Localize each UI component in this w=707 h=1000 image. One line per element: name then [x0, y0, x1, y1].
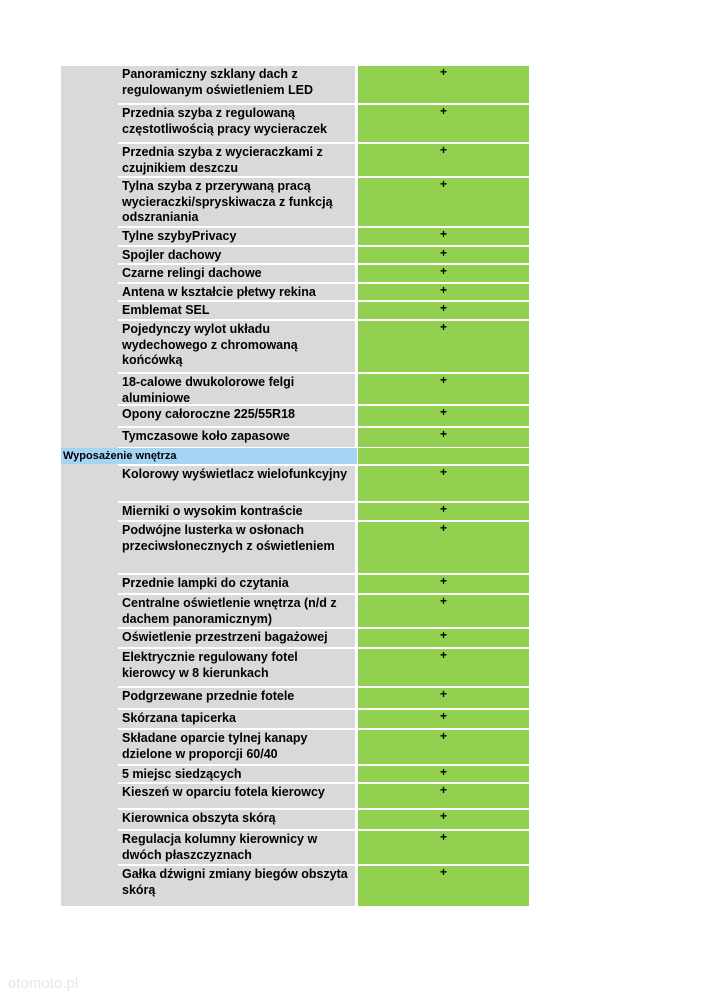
feature-label: Składane oparcie tylnej kanapy dzielone w proporcji 60/40: [118, 730, 355, 764]
feature-label: Kolorowy wyświetlacz wielofunkcyjny: [118, 466, 355, 501]
section-header-interior: Wyposażenie wnętrza: [61, 448, 357, 464]
feature-value: +: [358, 522, 529, 573]
feature-value: +: [358, 866, 529, 906]
table-row: [118, 228, 529, 245]
feature-value: +: [358, 247, 529, 263]
feature-value: +: [358, 649, 529, 686]
feature-value: +: [358, 178, 529, 226]
table-row: [118, 522, 529, 573]
feature-label: Spojler dachowy: [118, 247, 355, 263]
feature-value: +: [358, 144, 529, 176]
table-row: [118, 575, 529, 593]
feature-label: Skórzana tapicerka: [118, 710, 355, 728]
watermark: otomoto.pl: [8, 975, 79, 992]
table-row: [118, 247, 529, 263]
feature-value: +: [358, 575, 529, 593]
table-row: [118, 595, 529, 627]
feature-value: +: [358, 784, 529, 808]
feature-label: Centralne oświetlenie wnętrza (n/d z dachem panoramicznym): [118, 595, 355, 627]
feature-label: Kierownica obszyta skórą: [118, 810, 355, 829]
feature-label: Regulacja kolumny kierownicy w dwóch płaszczyznach: [118, 831, 355, 864]
feature-value: +: [358, 105, 529, 142]
feature-value: +: [358, 629, 529, 647]
feature-value: +: [358, 321, 529, 372]
feature-label: Emblemat SEL: [118, 302, 355, 319]
feature-value: +: [358, 265, 529, 282]
table-row: [118, 66, 529, 103]
feature-label: Czarne relingi dachowe: [118, 265, 355, 282]
feature-value: +: [358, 831, 529, 864]
feature-label: Pojedynczy wylot układu wydechowego z chromowaną końcówką: [118, 321, 355, 372]
feature-value: +: [358, 730, 529, 764]
feature-label: 5 miejsc siedzących: [118, 766, 355, 782]
table-row: [118, 178, 529, 226]
table-row: [118, 688, 529, 708]
feature-value: +: [358, 503, 529, 520]
table-row: [118, 766, 529, 782]
feature-label: Antena w kształcie płetwy rekina: [118, 284, 355, 300]
feature-value: +: [358, 688, 529, 708]
feature-label: Elektrycznie regulowany fotel kierowcy w 8 kierunkach: [118, 649, 355, 686]
feature-value: +: [358, 284, 529, 300]
feature-label: Przednia szyba z wycieraczkami z czujnikiem deszczu: [118, 144, 355, 176]
feature-label: 18-calowe dwukolorowe felgi aluminiowe: [118, 374, 355, 404]
table-row: [118, 629, 529, 647]
table-row: [118, 144, 529, 176]
left-column: [61, 464, 118, 906]
feature-label: Gałka dźwigni zmiany biegów obszyta skórą: [118, 866, 355, 906]
feature-value: +: [358, 406, 529, 426]
table-row: [118, 302, 529, 319]
feature-label: Opony całoroczne 225/55R18: [118, 406, 355, 426]
feature-value: +: [358, 428, 529, 447]
feature-value: +: [358, 66, 529, 103]
feature-label: Tymczasowe koło zapasowe: [118, 428, 355, 447]
table-row: [118, 265, 529, 282]
feature-label: Panoramiczny szklany dach z regulowanym oświetleniem LED: [118, 66, 355, 103]
table-row: [118, 831, 529, 864]
feature-value: +: [358, 595, 529, 627]
feature-value: +: [358, 374, 529, 404]
feature-label: Przednia szyba z regulowaną częstotliwością pracy wycieraczek: [118, 105, 355, 142]
feature-label: Podwójne lusterka w osłonach przeciwsłonecznych z oświetleniem: [118, 522, 355, 573]
table-row: [118, 284, 529, 300]
left-column: [61, 66, 118, 448]
feature-label: Podgrzewane przednie fotele: [118, 688, 355, 708]
feature-value: +: [358, 466, 529, 501]
table-row: [118, 374, 529, 404]
feature-value: +: [358, 302, 529, 319]
feature-label: Mierniki o wysokim kontraście: [118, 503, 355, 520]
table-row: [118, 649, 529, 686]
feature-label: Tylne szybyPrivacy: [118, 228, 355, 245]
table-row: [118, 321, 529, 372]
table-row: [118, 428, 529, 447]
feature-label: Oświetlenie przestrzeni bagażowej: [118, 629, 355, 647]
table-row: [118, 784, 529, 808]
section-header-fill: [358, 448, 529, 464]
feature-value: +: [358, 710, 529, 728]
feature-label: Przednie lampki do czytania: [118, 575, 355, 593]
feature-value: +: [358, 810, 529, 829]
table-row: [118, 730, 529, 764]
feature-value: +: [358, 766, 529, 782]
table-row: [118, 503, 529, 520]
table-row: [118, 105, 529, 142]
feature-value: +: [358, 228, 529, 245]
table-row: [118, 406, 529, 426]
table-row: [118, 810, 529, 829]
feature-label: Tylna szyba z przerywaną pracą wycieraczki/spryskiwacza z funkcją odszraniania: [118, 178, 355, 226]
table-row: [118, 710, 529, 728]
feature-label: Kieszeń w oparciu fotela kierowcy: [118, 784, 355, 808]
table-row: [118, 866, 529, 906]
table-row: [118, 466, 529, 501]
